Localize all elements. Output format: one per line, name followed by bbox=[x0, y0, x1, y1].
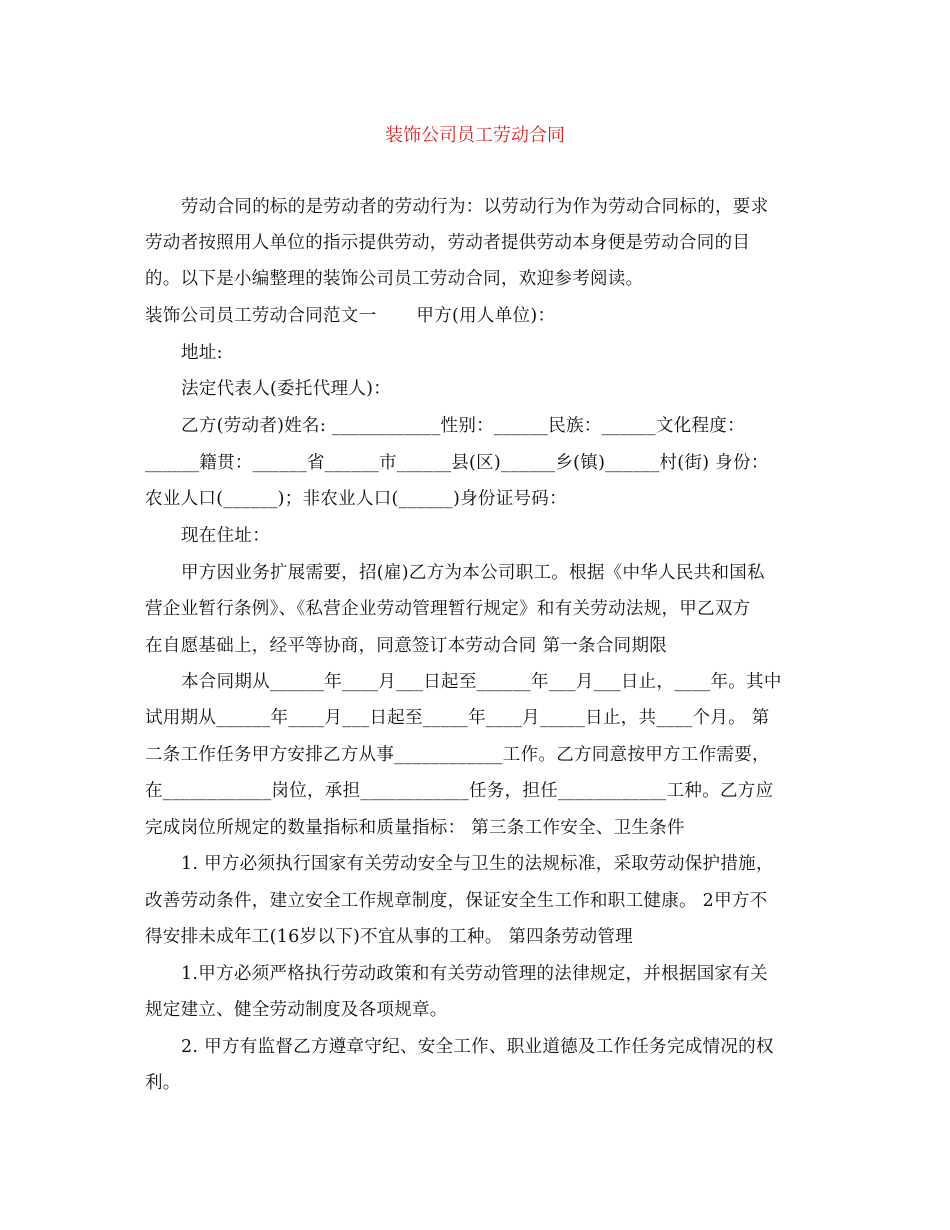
paragraph-line: 改善劳动条件，建立安全工作规章制度，保证安全生工作和职工健康。 2甲方不 bbox=[145, 891, 768, 911]
paragraph-line: 在自愿基础上，经平等协商，同意签订本劳动合同 第一条合同期限 bbox=[145, 636, 668, 656]
current-address-label: 现在住址： bbox=[181, 526, 270, 546]
paragraph-line: 二条工作任务甲方安排乙方从事____________工作。乙方同意按甲方工作需要， bbox=[145, 745, 770, 765]
section-heading: 装饰公司员工劳动合同范文一 bbox=[145, 306, 377, 326]
paragraph-line: 劳动合同的标的是劳动者的劳动行为：以劳动行为作为劳动合同标的，要求 bbox=[181, 197, 769, 217]
paragraph-line: 得安排未成年工(16岁以下)不宜从事的工种。 第四条劳动管理 bbox=[145, 927, 633, 947]
paragraph-line: 本合同期从______年____月___日起至______年___月___日止，____年。其中 bbox=[181, 672, 782, 692]
paragraph-line: 1. 甲方必须执行国家有关劳动安全与卫生的法规标准，采取劳动保护措施， bbox=[181, 854, 774, 874]
paragraph-line: 营企业暂行条例》、《私营企业劳动管理暂行规定》和有关劳动法规，甲乙双方 bbox=[145, 599, 751, 619]
party-a-label: 甲方(用人单位)： bbox=[416, 306, 556, 326]
paragraph-line: 2. 甲方有监督乙方遵章守纪、安全工作、职业道德及工作任务完成情况的权 bbox=[181, 1037, 774, 1057]
paragraph-line: 在____________岗位，承担____________任务，担任____________工种。乙方应 bbox=[145, 781, 774, 801]
party-b-info-line: 乙方(劳动者)姓名: ____________性别：______民族：______文化程度： bbox=[181, 416, 745, 436]
legal-representative-label: 法定代表人(委托代理人)： bbox=[181, 379, 392, 399]
paragraph-line: 试用期从______年____月___日起至_____年____月_____日止，共____个月。 第 bbox=[145, 708, 770, 728]
paragraph-line: 1.甲方必须严格执行劳动政策和有关劳动管理的法律规定，并根据国家有关 bbox=[181, 964, 768, 984]
paragraph-line: 劳动者按照用人单位的指示提供劳动，劳动者提供劳动本身便是劳动合同的目 bbox=[145, 233, 751, 253]
party-b-info-line: 农业人口(______)；非农业人口(______)身份证号码： bbox=[145, 489, 567, 509]
paragraph-line: 完成岗位所规定的数量指标和质量指标： 第三条工作安全、卫生条件 bbox=[145, 818, 685, 838]
paragraph-line: 规定建立、健全劳动制度及各项规章。 bbox=[145, 1000, 448, 1020]
address-label: 地址: bbox=[181, 343, 223, 363]
paragraph-line: 的。以下是小编整理的装饰公司员工劳动合同，欢迎参考阅读。 bbox=[145, 269, 644, 289]
document-title: 装饰公司员工劳动合同 bbox=[385, 125, 565, 146]
section-heading-line bbox=[145, 304, 555, 328]
paragraph-line: 甲方因业务扩展需要，招(雇)乙方为本公司职工。根据《中华人民共和国私 bbox=[181, 563, 765, 583]
paragraph-line: 利。 bbox=[145, 1073, 181, 1093]
party-b-info-line: ______籍贯：______省______市______县(区)______乡(镇)______村(街) 身份： bbox=[145, 453, 769, 473]
